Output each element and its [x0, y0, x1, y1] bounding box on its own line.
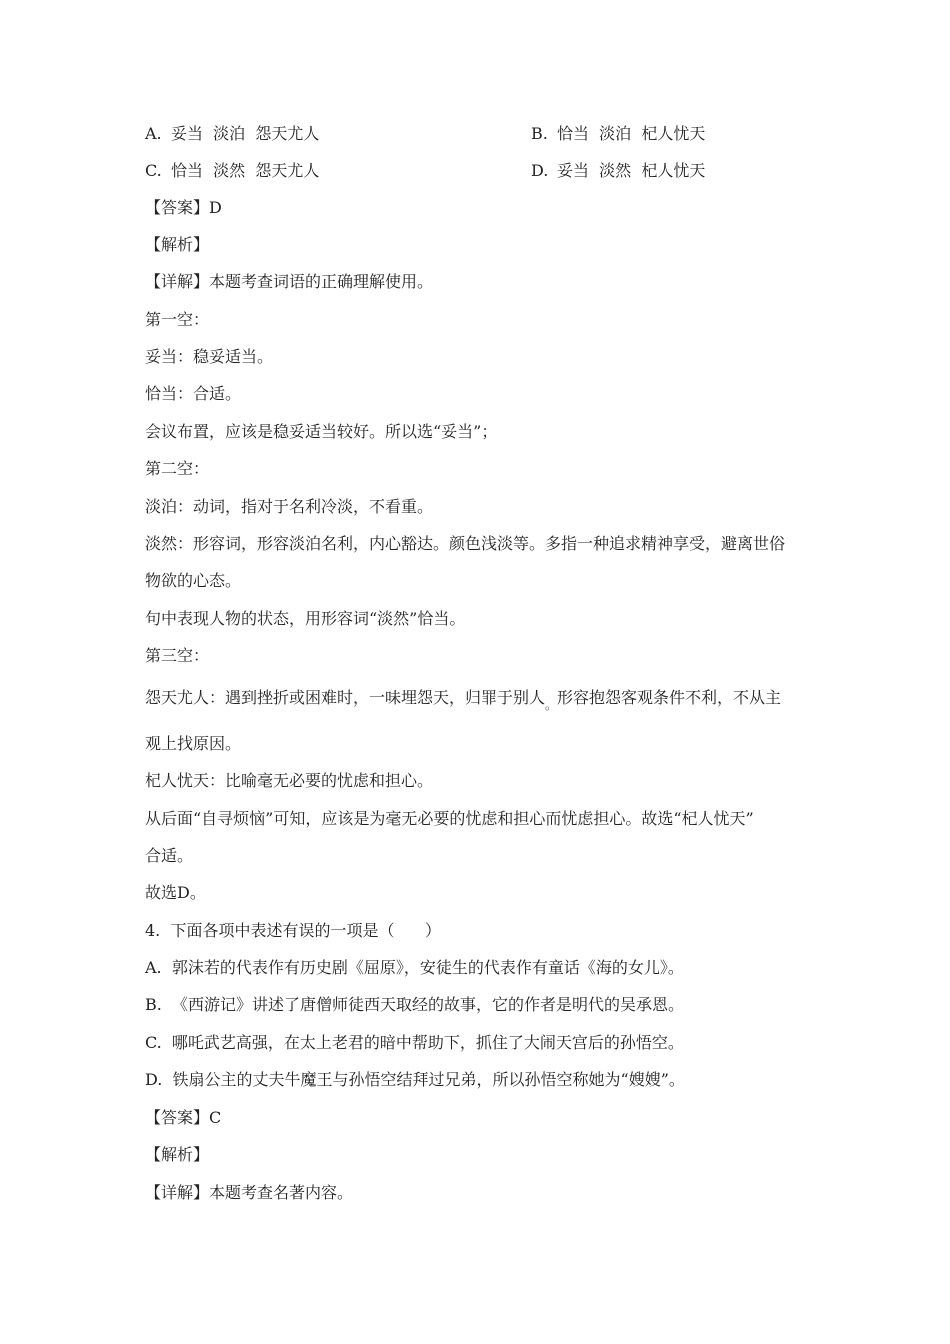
punctuation-mark: 。 — [545, 698, 558, 712]
answer-label: 【答案】D — [145, 198, 222, 217]
option-a — [145, 126, 319, 142]
detail-paragraph: 【详解】本题考查词语的正确理解使用。 — [145, 272, 434, 291]
definition-line: 杞人忧天：比喻毫无必要的忧虑和担心。 — [145, 771, 434, 790]
option-d — [531, 163, 705, 179]
question-option-c: C. 哪吒武艺高强，在太上老君的暗中帮助下，抓住了大闹天宫后的孙悟空。 — [145, 1033, 684, 1052]
definition-line — [145, 688, 782, 712]
definition-text: 怨天尤人：遇到挫折或困难时，一味埋怨天，归罪于别人 — [145, 688, 546, 707]
option-b — [531, 126, 705, 142]
definition-line-continued: 物欲的心态。 — [145, 571, 242, 590]
conclusion-line: 句中表现人物的状态，用形容词“淡然”恰当。 — [145, 609, 466, 628]
definition-line-continued: 观上找原因。 — [145, 734, 242, 753]
definition-line: 恰当：合适。 — [145, 384, 242, 403]
option-letter: C. — [145, 161, 162, 180]
blank-heading: 第一空： — [145, 310, 210, 329]
answer-label: 【答案】C — [145, 1108, 222, 1127]
option-text: 恰当 淡泊 杞人忧天 — [557, 124, 706, 143]
question-stem: 4. 下面各项中表述有误的一项是（ ） — [145, 921, 441, 940]
option-text: 妥当 淡泊 怨天尤人 — [171, 124, 320, 143]
option-letter: A. — [145, 124, 162, 143]
conclusion-line-continued: 合适。 — [145, 846, 194, 865]
option-c — [145, 163, 319, 179]
option-text: 恰当 淡然 怨天尤人 — [171, 161, 320, 180]
option-letter: B. — [531, 124, 548, 143]
definition-line: 淡泊：动词，指对于名利冷淡，不看重。 — [145, 497, 434, 516]
analysis-label: 【解析】 — [145, 235, 210, 254]
question-option-d: D. 铁扇公主的丈夫牛魔王与孙悟空结拜过兄弟，所以孙悟空称她为“嫂嫂”。 — [145, 1070, 685, 1089]
question-option-b: B. 《西游记》讲述了唐僧师徒西天取经的故事，它的作者是明代的吴承恩。 — [145, 995, 685, 1014]
option-letter: D. — [531, 161, 549, 180]
definition-line: 淡然：形容词，形容淡泊名利，内心豁达。颜色浅淡等。多指一种追求精神享受，避离世俗 — [145, 534, 786, 553]
final-answer-line: 故选D。 — [145, 883, 206, 902]
definition-text: 形容抱怨客观条件不利，不从主 — [557, 688, 782, 707]
blank-heading: 第三空： — [145, 646, 210, 665]
detail-paragraph: 【详解】本题考查名著内容。 — [145, 1183, 354, 1202]
conclusion-line: 会议布置，应该是稳妥适当较好。所以选“妥当”； — [145, 422, 498, 441]
option-text: 妥当 淡然 杞人忧天 — [557, 161, 706, 180]
question-option-a: A. 郭沫若的代表作有历史剧《屈原》，安徒生的代表作有童话《海的女儿》。 — [145, 958, 684, 977]
analysis-label: 【解析】 — [145, 1145, 210, 1164]
conclusion-line: 从后面“自寻烦恼”可知，应该是为毫无必要的忧虑和担心而忧虑担心。故选“杞人忧天” — [145, 809, 754, 828]
blank-heading: 第二空： — [145, 459, 210, 478]
definition-line: 妥当：稳妥适当。 — [145, 347, 274, 366]
